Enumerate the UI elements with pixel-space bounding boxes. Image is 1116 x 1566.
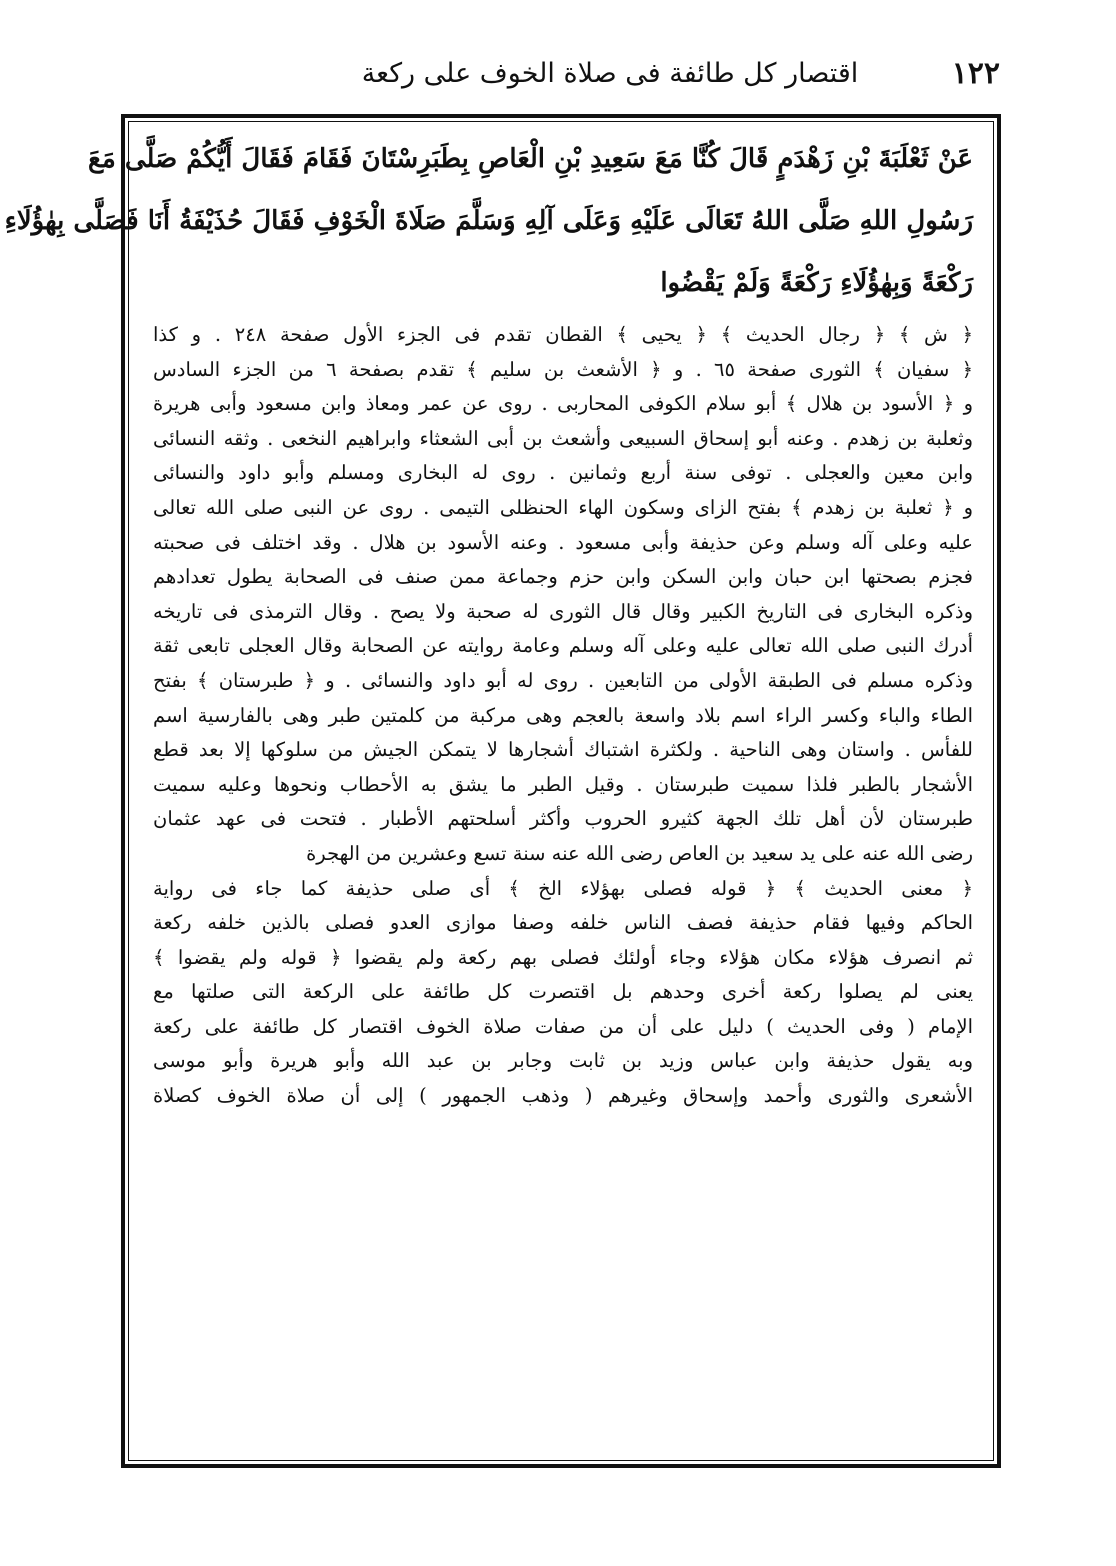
rijal-line: عليه وعلى آله وسلم وعن حذيفة وأبى مسعود . وعنه الأسود بن هلال . وقد اختلف فى صحبته xyxy=(153,530,973,554)
maana-line: وبه يقول حذيفة وابن عباس وزيد بن ثابت وجابر بن عبد الله وأبو هريرة وأبو موسى xyxy=(153,1049,973,1073)
rijal-section xyxy=(153,318,973,872)
rijal-line: فجزم بصحتها ابن حبان وابن السكن وابن حزم وجماعة ممن صنف فى الصحابة يطول تعدادهم xyxy=(153,565,973,589)
maana-line: الحاكم وفيها فقام حذيفة فصف الناس خلفه وصفا موازى العدو فصلى بالذين خلفه ركعة xyxy=(153,911,973,935)
maana-section xyxy=(153,872,973,1114)
maana-line: ثم انصرف هؤلاء مكان هؤلاء وجاء أولئك فصلى بهم ركعة ولم يقضوا ﴿ قوله ولم يقضوا ﴾ xyxy=(153,945,973,969)
rijal-line: وثعلبة بن زهدم . وعنه أبو إسحاق السبيعى وأشعث بن أبى الشعثاء وابراهيم النخعى . وثقه النسائى xyxy=(153,426,973,450)
rijal-line: وذكره البخارى فى التاريخ الكبير وقال قال الثورى له صحبة ولا يصح . وقال الترمذى فى تاريخه xyxy=(153,599,973,623)
maana-line: ﴿ معنى الحديث ﴾ ﴿ قوله فصلى بهؤلاء الخ ﴾ أى صلى حذيفة كما جاء فى رواية xyxy=(153,876,973,900)
rijal-line: ﴿ ش ﴾ ﴿ رجال الحديث ﴾ ﴿ يحيى ﴾ القطان تقدم فى الجزء الأول صفحة ٢٤٨ . و كذا xyxy=(153,323,973,346)
hadith-line: رَسُولِ اللهِ صَلَّى اللهُ تَعَالَى عَلَيْهِ وَعَلَى آلِهِ وَسَلَّمَ صَلَاةَ الْخَوْفِ فَقَالَ حُذَيْفَةُ أَنَا فَصَلَّى بِهٰؤُلَاءِ xyxy=(4,206,973,236)
rijal-line: طبرستان لأن أهل تلك الجهة كثيرو الحروب وأكثر أسلحتهم الأطبار . فتحت فى عهد عثمان xyxy=(153,807,973,831)
page-number: ١٢٢ xyxy=(951,56,1000,91)
maana-line: يعنى لم يصلوا ركعة أخرى وحدهم بل اقتصرت كل طائفة على الركعة التى صلتها مع xyxy=(153,980,973,1004)
rijal-line: و ﴿ الأسود بن هلال ﴾ أبو سلام الكوفى المحاربى . روى عن عمر ومعاذ وابن مسعود وأبى هريرة xyxy=(153,392,973,416)
hadith-line: عَنْ ثَعْلَبَةَ بْنِ زَهْدَمٍ قَالَ كُنَّا مَعَ سَعِيدِ بْنِ الْعَاصِ بِطَبَرِسْتَانَ فَقَامَ فَقَالَ أَيُّكُمْ صَلَّى مَعَ xyxy=(88,144,973,174)
maana-line: الأشعرى والثورى وأحمد وإسحاق وغيرهم ( وذهب الجمهور ) إلى أن صلاة الخوف كصلاة xyxy=(153,1084,973,1108)
rijal-line: الأشجار بالطبر فلذا سميت طبرستان . وقيل الطبر ما يشق به الأحطاب ونحوها وعليه سميت xyxy=(153,772,973,796)
running-title: اقتصار كل طائفة فى صلاة الخوف على ركعة xyxy=(361,58,859,89)
hadith-line: رَكْعَةً وَبِهٰؤُلَاءِ رَكْعَةً وَلَمْ يَقْضُوا xyxy=(660,268,973,298)
rijal-line: للفأس . واستان وهى الناحية . ولكثرة اشتباك أشجارها لا يتمكن الجيش من سلوكها إلا بعد قطع xyxy=(153,738,973,762)
maana-line: الإمام ( وفى الحديث ) دليل على أن من صفات صلاة الخوف اقتصار كل طائفة على ركعة xyxy=(153,1014,973,1038)
rijal-line: و ﴿ ثعلبة بن زهدم ﴾ بفتح الزاى وسكون الهاء الحنظلى التيمى . روى عن النبى صلى الله تعالى xyxy=(153,495,973,519)
rijal-line: الطاء والباء وكسر الراء اسم بلاد واسعة بالعجم وهى مركبة من كلمتين طبر وهى بالفارسية اسم xyxy=(153,703,973,727)
page-body xyxy=(4,128,974,1114)
rijal-line: وابن معين والعجلى . توفى سنة أربع وثمانين . روى له البخارى ومسلم وأبو داود والنسائى xyxy=(153,461,973,485)
rijal-line: رضى الله عنه على يد سعيد بن العاص رضى الله عنه سنة تسع وعشرين من الهجرة xyxy=(306,841,973,865)
rijal-line: أدرك النبى صلى الله تعالى عليه وعلى آله وسلم وعامة روايته عن الصحابة وقال العجلى تابعى ثقة xyxy=(153,634,973,658)
rijal-line: ﴿ سفيان ﴾ الثورى صفحة ٦٥ . و ﴿ الأشعث بن سليم ﴾ تقدم بصفحة ٦ من الجزء السادس xyxy=(153,357,974,381)
page-header xyxy=(150,52,1000,100)
rijal-line: وذكره مسلم فى الطبقة الأولى من التابعين . روى له أبو داود والنسائى . و ﴿ طبرستان ﴾ بفتح xyxy=(153,668,973,692)
hadith-text xyxy=(4,128,973,314)
